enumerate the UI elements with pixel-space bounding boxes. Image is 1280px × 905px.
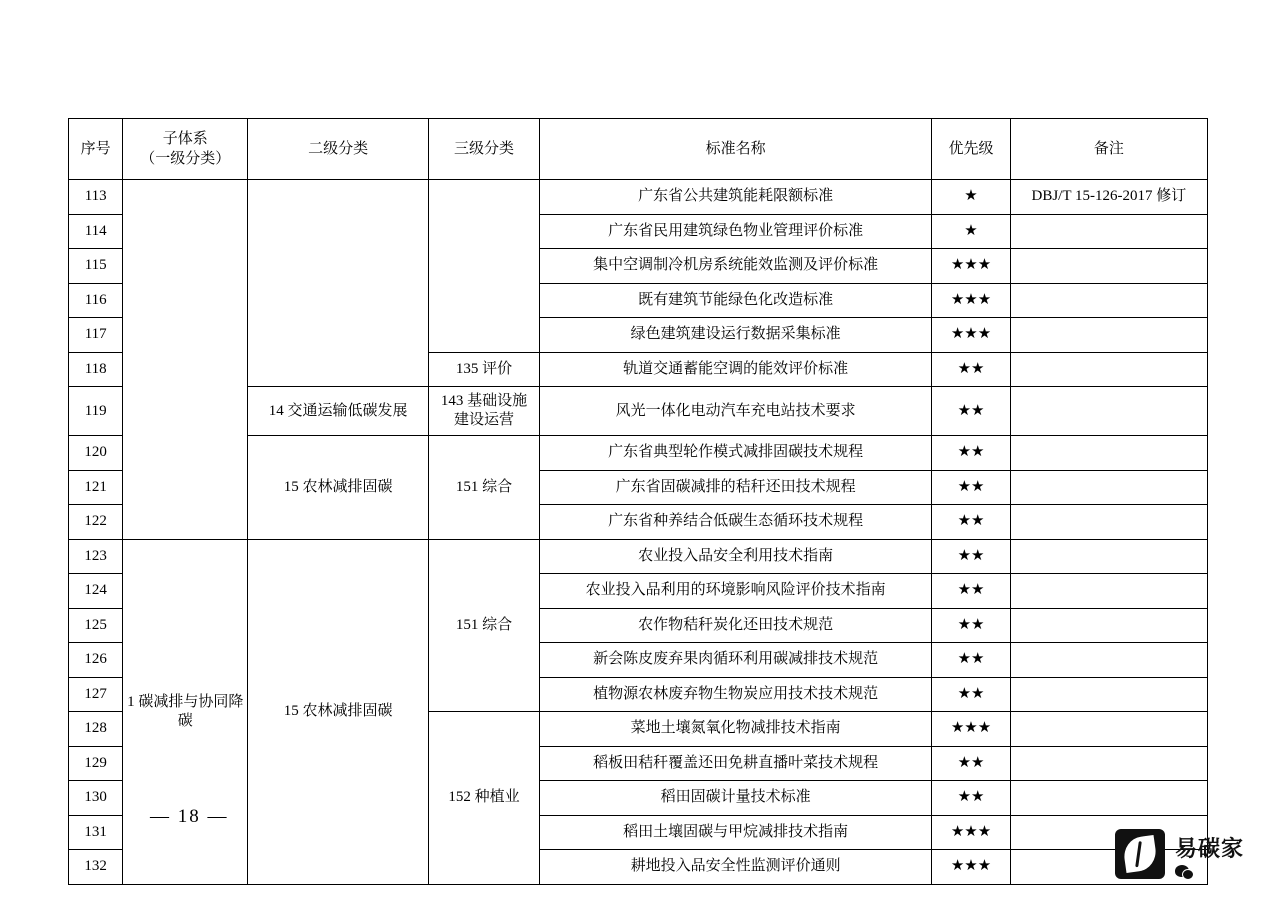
watermark bbox=[1034, 825, 1244, 883]
header-standard-name: 标准名称 bbox=[539, 119, 931, 180]
cell-standard-name: 风光一体化电动汽车充电站技术要求 bbox=[539, 387, 931, 436]
cell-priority: ★★ bbox=[932, 539, 1010, 574]
cell-seq: 132 bbox=[69, 850, 123, 885]
header-priority: 优先级 bbox=[932, 119, 1010, 180]
cell-priority: ★★★ bbox=[932, 815, 1010, 850]
cell-priority: ★ bbox=[932, 214, 1010, 249]
cell-note bbox=[1010, 608, 1207, 643]
cell-priority: ★★ bbox=[932, 387, 1010, 436]
header-level2: 二级分类 bbox=[248, 119, 429, 180]
cell-level3-143-line1: 143 基础设施 bbox=[440, 393, 528, 410]
header-note: 备注 bbox=[1010, 119, 1207, 180]
cell-note bbox=[1010, 746, 1207, 781]
header-subsystem-line1: 子体系 bbox=[162, 130, 208, 147]
cell-standard-name: 广东省公共建筑能耗限额标准 bbox=[539, 180, 931, 215]
cell-standard-name: 农业投入品安全利用技术指南 bbox=[539, 539, 931, 574]
cell-standard-name: 绿色建筑建设运行数据采集标准 bbox=[539, 318, 931, 353]
table-row bbox=[69, 539, 1208, 574]
cell-standard-name: 农业投入品利用的环境影响风险评价技术指南 bbox=[539, 574, 931, 609]
cell-priority: ★★ bbox=[932, 608, 1010, 643]
cell-priority: ★★ bbox=[932, 746, 1010, 781]
header-subsystem bbox=[123, 119, 248, 180]
cell-priority: ★★ bbox=[932, 470, 1010, 505]
cell-note bbox=[1010, 505, 1207, 540]
cell-level3-blank bbox=[429, 180, 540, 353]
cell-note bbox=[1010, 387, 1207, 436]
cell-seq: 127 bbox=[69, 677, 123, 712]
cell-note bbox=[1010, 677, 1207, 712]
cell-priority: ★★★ bbox=[932, 249, 1010, 284]
cell-standard-name: 稻田固碳计量技术标准 bbox=[539, 781, 931, 816]
table-row bbox=[69, 180, 1208, 215]
cell-standard-name: 植物源农林废弃物生物炭应用技术技术规范 bbox=[539, 677, 931, 712]
cell-note bbox=[1010, 712, 1207, 747]
cell-priority: ★★★ bbox=[932, 318, 1010, 353]
cell-priority: ★★ bbox=[932, 677, 1010, 712]
cell-standard-name: 稻田土壤固碳与甲烷减排技术指南 bbox=[539, 815, 931, 850]
cell-priority: ★★ bbox=[932, 505, 1010, 540]
cell-priority: ★★ bbox=[932, 643, 1010, 678]
cell-level3-152: 152 种植业 bbox=[429, 712, 540, 885]
cell-subsystem-1: 1 碳减排与协同降碳 bbox=[123, 539, 248, 884]
cell-priority: ★★★ bbox=[932, 850, 1010, 885]
table-header bbox=[69, 119, 1208, 180]
cell-note bbox=[1010, 781, 1207, 816]
cell-priority: ★★ bbox=[932, 352, 1010, 387]
cell-standard-name: 集中空调制冷机房系统能效监测及评价标准 bbox=[539, 249, 931, 284]
cell-seq: 126 bbox=[69, 643, 123, 678]
cell-standard-name: 稻板田秸秆覆盖还田免耕直播叶菜技术规程 bbox=[539, 746, 931, 781]
cell-seq: 124 bbox=[69, 574, 123, 609]
cell-seq: 114 bbox=[69, 214, 123, 249]
cell-seq: 120 bbox=[69, 436, 123, 471]
cell-standard-name: 新会陈皮废弃果肉循环利用碳减排技术规范 bbox=[539, 643, 931, 678]
cell-note bbox=[1010, 470, 1207, 505]
wechat-icon bbox=[1175, 865, 1189, 877]
cell-note bbox=[1010, 318, 1207, 353]
cell-seq: 118 bbox=[69, 352, 123, 387]
cell-standard-name: 轨道交通蓄能空调的能效评价标准 bbox=[539, 352, 931, 387]
cell-note bbox=[1010, 539, 1207, 574]
table-body bbox=[69, 180, 1208, 885]
cell-priority: ★ bbox=[932, 180, 1010, 215]
cell-note bbox=[1010, 436, 1207, 471]
cell-seq: 115 bbox=[69, 249, 123, 284]
cell-note bbox=[1010, 283, 1207, 318]
cell-level2-14: 14 交通运输低碳发展 bbox=[248, 387, 429, 436]
cell-level2-blank bbox=[248, 180, 429, 387]
cell-note bbox=[1010, 352, 1207, 387]
cell-seq: 113 bbox=[69, 180, 123, 215]
cell-standard-name: 广东省固碳减排的秸秆还田技术规程 bbox=[539, 470, 931, 505]
cell-level3-143 bbox=[429, 387, 540, 436]
cell-subsystem-blank bbox=[123, 180, 248, 540]
cell-seq: 119 bbox=[69, 387, 123, 436]
cell-standard-name: 广东省种养结合低碳生态循环技术规程 bbox=[539, 505, 931, 540]
cell-note bbox=[1010, 214, 1207, 249]
cell-seq: 117 bbox=[69, 318, 123, 353]
header-subsystem-line2: （一级分类） bbox=[140, 151, 231, 167]
cell-note bbox=[1010, 574, 1207, 609]
standards-table bbox=[68, 118, 1208, 885]
cell-priority: ★★★ bbox=[932, 712, 1010, 747]
cell-standard-name: 广东省民用建筑绿色物业管理评价标准 bbox=[539, 214, 931, 249]
cell-seq: 125 bbox=[69, 608, 123, 643]
cell-note bbox=[1010, 643, 1207, 678]
cell-level3-151a: 151 综合 bbox=[429, 436, 540, 540]
cell-seq: 122 bbox=[69, 505, 123, 540]
cell-level2-15b: 15 农林减排固碳 bbox=[248, 539, 429, 884]
cell-priority: ★★★ bbox=[932, 283, 1010, 318]
cell-level3-151b: 151 综合 bbox=[429, 539, 540, 712]
cell-seq: 128 bbox=[69, 712, 123, 747]
cell-level3-135: 135 评价 bbox=[429, 352, 540, 387]
leaf-logo-icon bbox=[1115, 829, 1165, 879]
cell-seq: 123 bbox=[69, 539, 123, 574]
cell-standard-name: 广东省典型轮作模式减排固碳技术规程 bbox=[539, 436, 931, 471]
cell-note bbox=[1010, 249, 1207, 284]
watermark-title: 易碳家 bbox=[1174, 835, 1244, 861]
cell-seq: 130 bbox=[69, 781, 123, 816]
page-number: — 18 — bbox=[150, 806, 229, 827]
cell-priority: ★★ bbox=[932, 574, 1010, 609]
cell-standard-name: 菜地土壤氮氧化物减排技术指南 bbox=[539, 712, 931, 747]
cell-note: DBJ/T 15-126-2017 修订 bbox=[1010, 180, 1207, 215]
header-level3: 三级分类 bbox=[429, 119, 540, 180]
watermark-text bbox=[1175, 832, 1244, 877]
watermark-subtitle bbox=[1175, 865, 1244, 877]
cell-level3-143-line2: 建设运营 bbox=[454, 412, 515, 428]
header-seq: 序号 bbox=[69, 119, 123, 180]
cell-standard-name: 农作物秸秆炭化还田技术规范 bbox=[539, 608, 931, 643]
cell-seq: 116 bbox=[69, 283, 123, 318]
cell-standard-name: 既有建筑节能绿色化改造标准 bbox=[539, 283, 931, 318]
cell-priority: ★★ bbox=[932, 436, 1010, 471]
cell-seq: 131 bbox=[69, 815, 123, 850]
cell-level2-15a: 15 农林减排固碳 bbox=[248, 436, 429, 540]
cell-seq: 129 bbox=[69, 746, 123, 781]
cell-priority: ★★ bbox=[932, 781, 1010, 816]
table-header-row bbox=[69, 119, 1208, 180]
cell-seq: 121 bbox=[69, 470, 123, 505]
cell-standard-name: 耕地投入品安全性监测评价通则 bbox=[539, 850, 931, 885]
